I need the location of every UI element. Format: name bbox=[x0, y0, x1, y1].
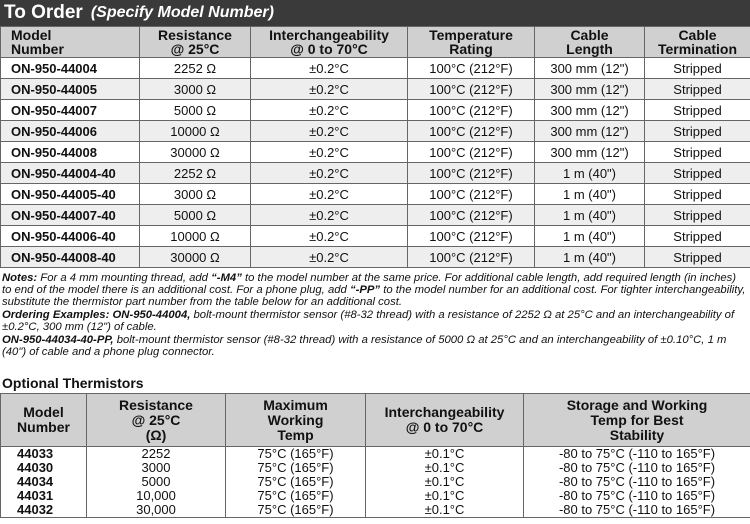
opt-col-storage-temp: Storage and Working Temp for Best Stability bbox=[524, 394, 750, 447]
cell-temperature: 100°C (212°F) bbox=[408, 247, 535, 268]
cell-resistance: 2252 Ω bbox=[140, 163, 251, 184]
col-model-number: Model Number bbox=[1, 27, 140, 58]
order-table-row bbox=[1, 226, 750, 247]
cell-model: ON-950-44007 bbox=[1, 100, 140, 121]
cell-temperature: 100°C (212°F) bbox=[408, 79, 535, 100]
cell-temperature: 100°C (212°F) bbox=[408, 163, 535, 184]
cell-temperature: 100°C (212°F) bbox=[408, 142, 535, 163]
to-order-title: To Order bbox=[4, 2, 83, 23]
opt-col-interchangeability: Interchangeability @ 0 to 70°C bbox=[366, 394, 524, 447]
cell-interchange: ±0.2°C bbox=[251, 100, 408, 121]
optional-header-row bbox=[1, 394, 750, 447]
cell-temperature: 100°C (212°F) bbox=[408, 226, 535, 247]
cell-storage: -80 to 75°C (-110 to 165°F) bbox=[524, 447, 750, 462]
optional-table-row bbox=[1, 447, 750, 462]
cell-model: ON-950-44005 bbox=[1, 79, 140, 100]
cell-model: ON-950-44004-40 bbox=[1, 163, 140, 184]
to-order-subtitle: (Specify Model Number) bbox=[90, 4, 274, 21]
cell-termination: Stripped bbox=[645, 58, 750, 79]
cell-storage: -80 to 75°C (-110 to 165°F) bbox=[524, 489, 750, 503]
cell-cable: 1 m (40") bbox=[535, 226, 645, 247]
cell-model: ON-950-44006 bbox=[1, 121, 140, 142]
cell-interchange: ±0.2°C bbox=[251, 58, 408, 79]
cell-interchange: ±0.2°C bbox=[251, 79, 408, 100]
cell-resistance: 5000 bbox=[87, 475, 226, 489]
cell-cable: 300 mm (12") bbox=[535, 79, 645, 100]
ordering-example-2: ON-950-44034-40-PP, bolt-mount thermistor sensor (#8-32 thread) with a resistance of 5000 Ω at 25°C and an interchangeability of ±0.10°C, 1 m (40") of cable and a phone plug connector. bbox=[2, 334, 727, 358]
cell-termination: Stripped bbox=[645, 226, 750, 247]
order-table-row bbox=[1, 100, 750, 121]
notes-section bbox=[2, 272, 748, 359]
cell-termination: Stripped bbox=[645, 100, 750, 121]
cell-interchange: ±0.2°C bbox=[251, 142, 408, 163]
cell-resistance: 3000 Ω bbox=[140, 79, 251, 100]
order-table-row bbox=[1, 184, 750, 205]
cell-model: 44033 bbox=[1, 447, 87, 462]
cell-termination: Stripped bbox=[645, 184, 750, 205]
order-table bbox=[0, 26, 750, 268]
col-resistance: Resistance @ 25°C bbox=[140, 27, 251, 58]
cell-storage: -80 to 75°C (-110 to 165°F) bbox=[524, 461, 750, 475]
cell-resistance: 2252 Ω bbox=[140, 58, 251, 79]
cell-resistance: 5000 Ω bbox=[140, 100, 251, 121]
opt-col-model-number: Model Number bbox=[1, 394, 87, 447]
cell-max_temp: 75°C (165°F) bbox=[226, 461, 366, 475]
cell-max_temp: 75°C (165°F) bbox=[226, 475, 366, 489]
cell-model: 44030 bbox=[1, 461, 87, 475]
optional-table-row bbox=[1, 461, 750, 475]
cell-termination: Stripped bbox=[645, 247, 750, 268]
opt-col-max-working-temp: Maximum Working Temp bbox=[226, 394, 366, 447]
cell-max_temp: 75°C (165°F) bbox=[226, 447, 366, 462]
notes-paragraph: Notes: For a 4 mm mounting thread, add “-M4” to the model number at the same price. For additional cable length, add required length (in inches) to end of the model there is an additional cost. For a phone plug, add “-PP” to the model number for an additional cost. For tighter interchangeability, substitute the thermistor part number from the table below for an additional cost. bbox=[2, 272, 746, 308]
cell-model: ON-950-44008-40 bbox=[1, 247, 140, 268]
optional-thermistors-title: Optional Thermistors bbox=[2, 375, 144, 391]
cell-interchange: ±0.2°C bbox=[251, 205, 408, 226]
cell-interchange: ±0.1°C bbox=[366, 447, 524, 462]
cell-resistance: 30000 Ω bbox=[140, 247, 251, 268]
cell-interchange: ±0.2°C bbox=[251, 226, 408, 247]
cell-resistance: 30,000 bbox=[87, 503, 226, 518]
cell-cable: 1 m (40") bbox=[535, 163, 645, 184]
cell-cable: 300 mm (12") bbox=[535, 100, 645, 121]
cell-termination: Stripped bbox=[645, 79, 750, 100]
cell-interchange: ±0.1°C bbox=[366, 475, 524, 489]
cell-max_temp: 75°C (165°F) bbox=[226, 489, 366, 503]
opt-col-resistance: Resistance @ 25°C (Ω) bbox=[87, 394, 226, 447]
cell-interchange: ±0.2°C bbox=[251, 121, 408, 142]
cell-termination: Stripped bbox=[645, 205, 750, 226]
to-order-header bbox=[0, 0, 750, 26]
optional-table-row bbox=[1, 489, 750, 503]
order-header-row bbox=[1, 27, 750, 58]
cell-model: ON-950-44004 bbox=[1, 58, 140, 79]
cell-model: ON-950-44007-40 bbox=[1, 205, 140, 226]
cell-cable: 1 m (40") bbox=[535, 184, 645, 205]
optional-table-row bbox=[1, 475, 750, 489]
cell-interchange: ±0.1°C bbox=[366, 503, 524, 518]
cell-resistance: 10000 Ω bbox=[140, 121, 251, 142]
cell-resistance: 3000 bbox=[87, 461, 226, 475]
ordering-example-1: Ordering Examples: ON-950-44004, bolt-mount thermistor sensor (#8-32 thread) with a resistance of 2252 Ω at 25°C and an interchangeability of ±0.2°C, 300 mm (12") of cable. bbox=[2, 309, 735, 333]
order-table-row bbox=[1, 79, 750, 100]
cell-termination: Stripped bbox=[645, 142, 750, 163]
cell-storage: -80 to 75°C (-110 to 165°F) bbox=[524, 475, 750, 489]
order-table-row bbox=[1, 58, 750, 79]
cell-temperature: 100°C (212°F) bbox=[408, 100, 535, 121]
cell-resistance: 5000 Ω bbox=[140, 205, 251, 226]
cell-temperature: 100°C (212°F) bbox=[408, 58, 535, 79]
cell-temperature: 100°C (212°F) bbox=[408, 205, 535, 226]
cell-temperature: 100°C (212°F) bbox=[408, 184, 535, 205]
cell-interchange: ±0.2°C bbox=[251, 163, 408, 184]
cell-model: 44034 bbox=[1, 475, 87, 489]
col-cable-length: Cable Length bbox=[535, 27, 645, 58]
cell-cable: 300 mm (12") bbox=[535, 142, 645, 163]
cell-resistance: 10,000 bbox=[87, 489, 226, 503]
order-table-row bbox=[1, 247, 750, 268]
order-table-row bbox=[1, 163, 750, 184]
optional-table-row bbox=[1, 503, 750, 518]
cell-cable: 1 m (40") bbox=[535, 205, 645, 226]
cell-termination: Stripped bbox=[645, 163, 750, 184]
cell-resistance: 3000 Ω bbox=[140, 184, 251, 205]
cell-termination: Stripped bbox=[645, 121, 750, 142]
cell-max_temp: 75°C (165°F) bbox=[226, 503, 366, 518]
col-temperature-rating: Temperature Rating bbox=[408, 27, 535, 58]
cell-model: ON-950-44006-40 bbox=[1, 226, 140, 247]
cell-model: ON-950-44005-40 bbox=[1, 184, 140, 205]
col-interchangeability: Interchangeability @ 0 to 70°C bbox=[251, 27, 408, 58]
cell-model: 44032 bbox=[1, 503, 87, 518]
cell-resistance: 2252 bbox=[87, 447, 226, 462]
cell-resistance: 30000 Ω bbox=[140, 142, 251, 163]
cell-interchange: ±0.1°C bbox=[366, 489, 524, 503]
cell-interchange: ±0.2°C bbox=[251, 247, 408, 268]
cell-resistance: 10000 Ω bbox=[140, 226, 251, 247]
cell-temperature: 100°C (212°F) bbox=[408, 121, 535, 142]
cell-model: ON-950-44008 bbox=[1, 142, 140, 163]
col-cable-termination: Cable Termination bbox=[645, 27, 750, 58]
cell-model: 44031 bbox=[1, 489, 87, 503]
cell-cable: 300 mm (12") bbox=[535, 58, 645, 79]
order-table-row bbox=[1, 205, 750, 226]
cell-cable: 1 m (40") bbox=[535, 247, 645, 268]
order-table-row bbox=[1, 121, 750, 142]
cell-cable: 300 mm (12") bbox=[535, 121, 645, 142]
optional-thermistors-table bbox=[0, 393, 750, 518]
cell-interchange: ±0.2°C bbox=[251, 184, 408, 205]
cell-storage: -80 to 75°C (-110 to 165°F) bbox=[524, 503, 750, 518]
cell-interchange: ±0.1°C bbox=[366, 461, 524, 475]
order-table-row bbox=[1, 142, 750, 163]
